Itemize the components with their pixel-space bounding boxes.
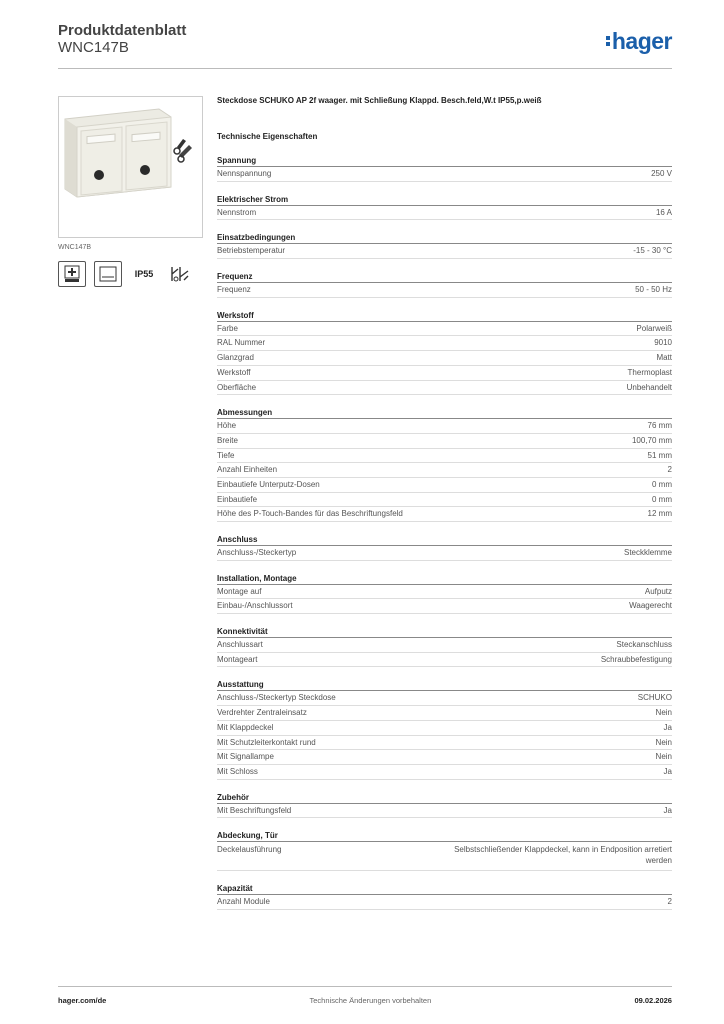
spec-group-title: Abdeckung, Tür (217, 828, 672, 842)
spec-group-title: Werkstoff (217, 308, 672, 322)
spec-group (217, 153, 672, 182)
page-header (58, 22, 672, 68)
spec-row (217, 381, 672, 396)
product-image (58, 96, 203, 238)
spec-value: Unbehandelt (626, 382, 672, 392)
spec-group (217, 532, 672, 561)
spec-label: Farbe (217, 323, 238, 333)
spec-row (217, 638, 672, 653)
section-title: Technische Eigenschaften (217, 132, 318, 141)
spec-row (217, 463, 672, 478)
spec-row (217, 804, 672, 819)
spec-group (217, 677, 672, 779)
spec-value: 16 A (655, 207, 672, 217)
spec-row (217, 750, 672, 765)
spec-label: Mit Schloss (217, 766, 258, 776)
spec-label: Glanzgrad (217, 353, 254, 363)
page-footer (58, 996, 672, 1005)
product-code: WNC147B (58, 39, 129, 56)
spec-value: 0 mm (652, 479, 672, 489)
spec-label: Anschluss-/Steckertyp (217, 548, 297, 557)
spec-row (217, 322, 672, 337)
spec-group-title: Kapazität (217, 881, 672, 895)
spec-row (217, 507, 672, 522)
spec-label: Montageart (217, 654, 258, 664)
spec-row (217, 449, 672, 464)
spec-value: 76 mm (647, 421, 672, 431)
spec-row (217, 765, 672, 780)
spec-label: Tiefe (217, 450, 235, 460)
spec-row (217, 721, 672, 736)
spec-group (217, 624, 672, 667)
footer-website[interactable]: hager.com/de (58, 996, 107, 1005)
spec-row (217, 842, 672, 871)
spec-value: Matt (656, 353, 672, 363)
spec-value: Ja (663, 805, 672, 815)
spec-group-title: Installation, Montage (217, 571, 672, 585)
spec-value: Nein (655, 708, 672, 718)
ip55-badge: IP55 (134, 269, 154, 279)
spec-label: Höhe des P-Touch-Bandes für das Beschriftungsfeld (217, 509, 403, 519)
spec-group (217, 269, 672, 298)
spec-label: Einbau-/Anschlussort (217, 601, 293, 611)
spec-value: 100,70 mm (631, 435, 672, 445)
logo-dots-icon (606, 34, 610, 48)
spec-label: Mit Beschriftungsfeld (217, 805, 292, 815)
spec-row (217, 599, 672, 614)
spec-row (217, 691, 672, 706)
spec-label: Verdrehter Zentraleinsatz (217, 708, 307, 718)
spec-label: RAL Nummer (217, 338, 266, 348)
spec-group-title: Spannung (217, 153, 672, 167)
spec-value: Schraubbefestigung (600, 654, 672, 664)
spec-row (217, 653, 672, 668)
spec-value: 0 mm (652, 494, 672, 504)
spec-row (217, 283, 672, 298)
spec-label: Mit Klappdeckel (217, 722, 274, 732)
spec-value: -15 - 30 °C (633, 246, 672, 256)
footer-date: 09.02.2026 (634, 996, 672, 1005)
screw-terminal-icon (166, 261, 194, 287)
spec-group (217, 192, 672, 221)
header-divider (58, 68, 672, 69)
hager-logo (606, 28, 672, 55)
spec-value: Waagerecht (629, 601, 672, 611)
spec-label: Höhe (217, 421, 237, 431)
spec-group-title: Konnektivität (217, 624, 672, 638)
spec-value: 250 V (651, 169, 672, 178)
spec-label: Montage auf (217, 586, 262, 596)
spec-value: SCHUKO (637, 693, 672, 703)
spec-value: 2 (667, 897, 672, 907)
spec-value: Selbstschließender Klappdeckel, kann in Endposition arretiert werden (454, 845, 672, 866)
spec-group-title: Einsatzbedingungen (217, 230, 672, 244)
spec-value: Ja (663, 722, 672, 732)
spec-group-title: Anschluss (217, 532, 672, 546)
spec-value: 9010 (654, 338, 672, 348)
logo-text: hager (611, 28, 672, 54)
spec-row (217, 336, 672, 351)
spec-label: Betriebstemperatur (217, 246, 286, 256)
spec-row (217, 167, 672, 182)
spec-value: Thermoplast (627, 367, 672, 377)
spec-value: Steckanschluss (616, 640, 672, 650)
spec-value: Aufputz (644, 586, 672, 596)
spec-value: Steckklemme (623, 548, 672, 557)
spec-label: Einbautiefe (217, 494, 258, 504)
spec-group (217, 828, 672, 871)
spec-value: Polarweiß (636, 323, 672, 333)
spec-row (217, 736, 672, 751)
spec-label: Oberfläche (217, 382, 257, 392)
spec-label: Anschlussart (217, 640, 263, 650)
spec-group (217, 308, 672, 395)
spec-label: Anzahl Module (217, 897, 270, 907)
spec-row (217, 366, 672, 381)
spec-group (217, 571, 672, 614)
spec-value: 50 - 50 Hz (635, 285, 672, 295)
spec-group-title: Abmessungen (217, 405, 672, 419)
spec-row (217, 493, 672, 508)
spec-value: 12 mm (647, 509, 672, 519)
spec-row (217, 419, 672, 434)
specifications-panel (217, 96, 672, 910)
spec-group-title: Ausstattung (217, 677, 672, 691)
spec-label: Frequenz (217, 285, 251, 295)
safety-mark-icon (58, 261, 86, 287)
socket-illustration (59, 97, 202, 237)
box-mount-icon (94, 261, 122, 287)
spec-value: 51 mm (647, 450, 672, 460)
footer-divider (58, 986, 672, 987)
spec-value: Ja (663, 766, 672, 776)
spec-row (217, 706, 672, 721)
spec-row (217, 351, 672, 366)
spec-label: Mit Schutzleiterkontakt rund (217, 737, 316, 747)
spec-label: Deckelausführung (217, 845, 282, 855)
spec-label: Anschluss-/Steckertyp Steckdose (217, 693, 336, 703)
spec-group-title: Elektrischer Strom (217, 192, 672, 206)
spec-label: Nennstrom (217, 207, 257, 217)
spec-label: Breite (217, 435, 238, 445)
spec-label: Werkstoff (217, 367, 251, 377)
page-title: Produktdatenblatt (58, 22, 187, 39)
spec-row (217, 206, 672, 221)
spec-value: Nein (655, 752, 672, 762)
spec-row (217, 434, 672, 449)
spec-label: Einbautiefe Unterputz-Dosen (217, 479, 320, 489)
spec-row (217, 546, 672, 561)
spec-row (217, 244, 672, 259)
certification-badges (58, 261, 203, 287)
spec-value: 2 (667, 465, 672, 475)
image-caption: WNC147B (58, 244, 92, 251)
product-image-panel (58, 96, 203, 287)
spec-label: Mit Signallampe (217, 752, 274, 762)
spec-value: Nein (655, 737, 672, 747)
spec-group (217, 790, 672, 819)
spec-label: Nennspannung (217, 169, 272, 178)
spec-row (217, 478, 672, 493)
spec-label: Anzahl Einheiten (217, 465, 278, 475)
spec-group-title: Zubehör (217, 790, 672, 804)
product-description: Steckdose SCHUKO AP 2f waager. mit Schließung Klappd. Besch.feld,W.t IP55,p.weiß (217, 96, 542, 105)
spec-groups (217, 153, 672, 910)
spec-row (217, 585, 672, 600)
spec-row (217, 895, 672, 910)
spec-group (217, 881, 672, 910)
footer-disclaimer: Technische Änderungen vorbehalten (309, 996, 432, 1005)
spec-group (217, 230, 672, 259)
spec-group (217, 405, 672, 522)
spec-group-title: Frequenz (217, 269, 672, 283)
